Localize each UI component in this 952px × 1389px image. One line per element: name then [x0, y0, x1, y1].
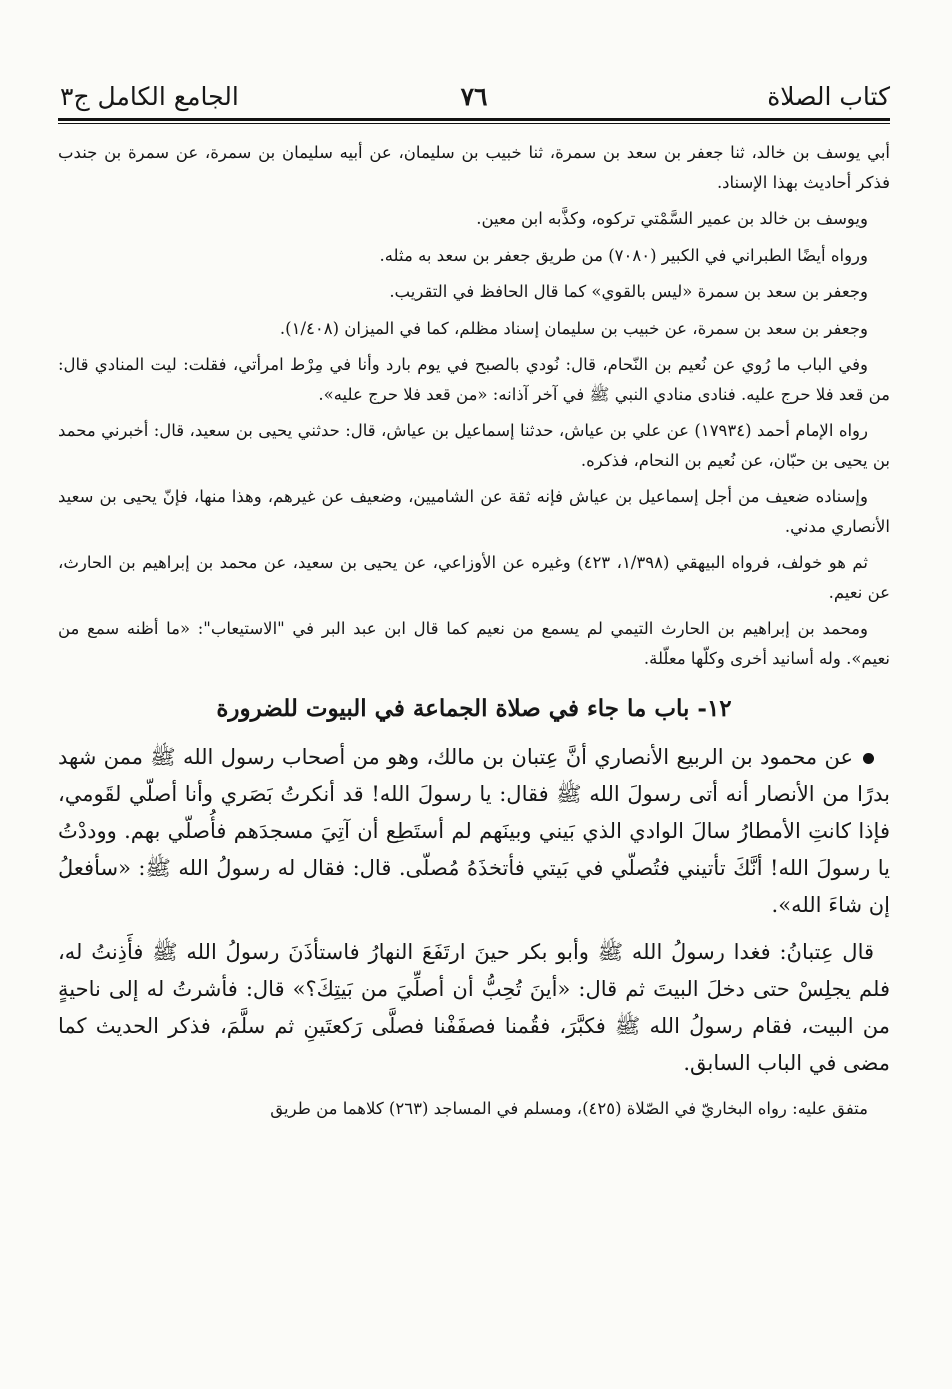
bullet-icon	[863, 753, 874, 764]
paragraph-1: أبي يوسف بن خالد، ثنا جعفر بن سعد بن سمرة، ثنا خبيب بن سليمان، عن أبيه سليمان بن سمرة، عن سمرة بن جندب فذكر أحاديث بهذا الإسناد.	[58, 143, 890, 192]
paragraph-8: وإسناده ضعيف من أجل إسماعيل بن عياش فإنه ثقة عن الشاميين، وضعيف عن غيرهم، وهذا منها، فإنّ يحيى بن سعيد الأنصاري مدني.	[58, 487, 890, 536]
paragraph-7: رواه الإمام أحمد (١٧٩٣٤) عن علي بن عياش، حدثنا إسماعيل بن عياش، قال: حدثني يحيى بن سعيد، قال: أخبرني محمد بن يحيى بن حبّان، عن نُعيم بن النحام، فذكره.	[58, 421, 890, 470]
paragraph-5: وجعفر بن سعد بن سمرة، عن خبيب بن سليمان إسناد مظلم، كما في الميزان (١/٤٠٨).	[279, 318, 868, 338]
header-rule-thin	[58, 123, 890, 124]
paragraph-3: ورواه أيضًا الطبراني في الكبير (٧٠٨٠) من طريق جعفر بن سعد به مثله.	[379, 245, 868, 265]
hadith-paragraph-1	[58, 739, 890, 924]
footnote-paragraph: متفق عليه: رواه البخاريّ في الصّلاة (٤٢٥)، ومسلم في المساجد (٢٦٣) كلاهما من طريق	[270, 1099, 868, 1118]
paragraph-10: ومحمد بن إبراهيم بن الحارث التيمي لم يسمع من نعيم كما قال ابن عبد البر في "الاستيعاب": «ما أظنه سمع من نعيم». وله أسانيد أخرى وكلّها معلّلة.	[58, 619, 890, 668]
hadith-paragraph-2: قال عِتبانُ: فغدا رسولُ الله ﷺ وأبو بكر حينَ ارتَفَعَ النهارُ فاستأذَنَ رسولُ الله ﷺ فأَذِنتُ له، فلم يجلِسْ حتى دخلَ البيتَ ثم قال: «أينَ تُحِبُّ أن أصلِّيَ من بَيتِكَ؟» قال: فأشرتُ له إلى ناحيةٍ من البيت، فقام رسولُ الله ﷺ فكبَّرَ، فقُمنا فصفَفْنا فصلَّى رَكعتَينِ ثم سلَّمَ، فذكر الحديث كما مضى في الباب السابق.	[58, 940, 890, 1075]
page-header	[58, 78, 890, 118]
book-title: الجامع الكامل ج٣	[60, 82, 239, 111]
paragraph-4: وجعفر بن سعد بن سمرة «ليس بالقوي» كما قال الحافظ في التقريب.	[389, 282, 868, 301]
page-number: ٧٦	[460, 82, 488, 111]
paragraph-6: وفي الباب ما رُوي عن نُعيم بن النّحام، قال: نُودي بالصبح في يوم بارد وأنا في مِرْط امرأتي، فقلت: ليت المنادي قال: من قعد فلا حرج عليه. فنادى منادي النبي ﷺ في آخر آذانه: «من قعد فلا حرج عليه».	[58, 355, 890, 404]
paragraph-2: ويوسف بن خالد بن عمير السَّمْتي تركوه، وكذَّبه ابن معين.	[476, 209, 868, 228]
paragraph-9: ثم هو خولف، فرواه البيهقي (١/٣٩٨، ٤٢٣) وغيره عن الأوزاعي، عن يحيى بن سعيد، عن محمد بن إبراهيم بن الحارث، عن نعيم.	[58, 553, 890, 602]
book-section-title: كتاب الصلاة	[767, 82, 890, 111]
page	[58, 78, 890, 1369]
header-rule-thick	[58, 118, 890, 121]
section-heading: ١٢- باب ما جاء في صلاة الجماعة في البيوت للضرورة	[216, 695, 732, 722]
hadith-text-1: عن محمود بن الربيع الأنصاري أنَّ عِتبان بن مالك، وهو من أصحاب رسول الله ﷺ ممن شهد بدرًا من الأنصار أنه أتى رسولَ الله ﷺ فقال: يا رسولَ الله! قد أنكرتُ بَصَري وأنا أصلّي لقَومي، فإذا كانتِ الأمطارُ سالَ الوادي الذي بَيني وبينَهم لم أستَطِع أن آتِيَ مسجدَهم فأُصلّي بهم. ووددْتُ يا رسولَ الله! أنَّكَ تأتيني فتُصلّي في بَيتي فأتخذَهُ مُصلّى. قال: فقال له رسولُ الله ﷺ: «سأفعلُ إن شاءَ الله».	[58, 745, 890, 917]
